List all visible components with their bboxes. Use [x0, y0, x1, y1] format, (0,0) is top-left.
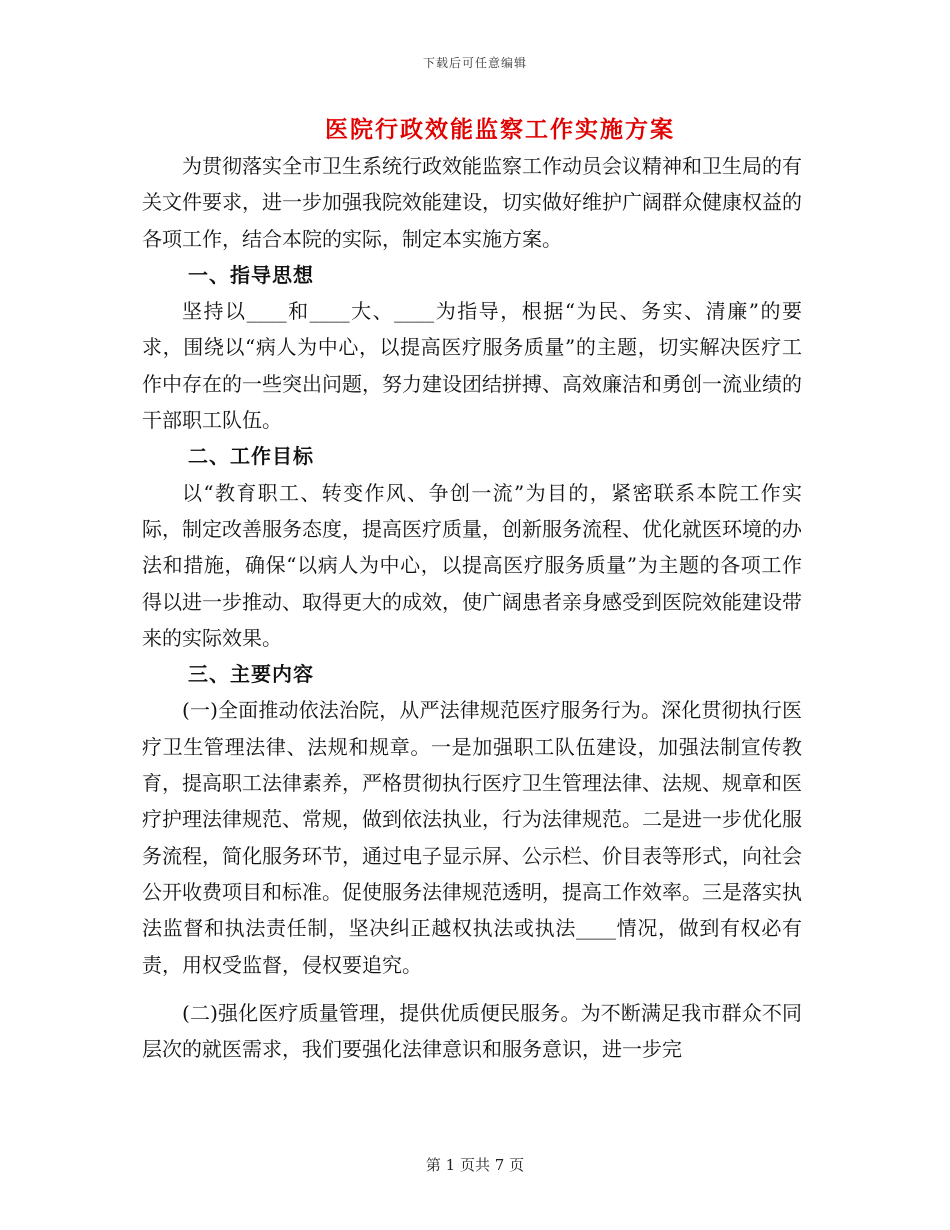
- section-paragraph-work-goals: 以“教育职工、转变作风、争创一流”为目的，紧密联系本院工作实际，制定改善服务态度，提高医疗质量，创新服务流程、优化就医环境的办法和措施，确保“以病人为中心，以提高医疗服务质量”为主题的各项工作得以进一步推动、取得更大的成效，使广阔患者亲身感受到医院效能建设带来的实际效果。: [142, 480, 802, 650]
- section-heading-guiding-ideology: 一、指导思想: [188, 262, 314, 287]
- main-content-item-1: (一)全面推动依法治院，从严法律规范医疗服务行为。深化贯彻执行医疗卫生管理法律、法规和规章。一是加强职工队伍建设，加强法制宣传教育，提高职工法律素养，严格贯彻执行医疗卫生管理法律、法规、规章和医疗护理法律规范、常规，做到依法执业，行为法律规范。二是进一步优化服务流程，简化服务环节，通过电子显示屏、公示栏、价目表等形式，向社会公开收费项目和标准。促使服务法律规范透明，提高工作效率。三是落实执法监督和执法责任制，坚决纠正越权执法或执法____情况，做到有权必有责，用权受监督，侵权要追究。: [142, 698, 802, 977]
- page-indicator: 第 1 页共 7 页: [425, 1156, 525, 1174]
- section-heading-work-goals: 二、工作目标: [188, 444, 314, 469]
- intro-paragraph: 为贯彻落实全市卫生系统行政效能监察工作动员会议精神和卫生局的有关文件要求，进一步加强我院效能建设，切实做好维护广阔群众健康权益的各项工作，结合本院的实际，制定本实施方案。: [142, 154, 802, 251]
- main-content-item-2: (二)强化医疗质量管理，提供优质便民服务。为不断满足我市群众不同层次的就医需求，我们要强化法律意识和服务意识，进一步完: [142, 1000, 802, 1062]
- document-body: [142, 148, 802, 1067]
- section-heading-main-content: 三、主要内容: [188, 662, 314, 687]
- header-note: 下载后可任意编辑: [422, 56, 527, 70]
- document-title: 医院行政效能监察工作实施方案: [325, 116, 675, 143]
- section-paragraph-guiding-ideology: 坚持以____和____大、____为指导，根据“为民、务实、清廉”的要求，围绕以“病人为中心，以提高医疗服务质量”的主题，切实解决医疗工作中存在的一些突出问题，努力建设团结拼搏、高效廉洁和勇创一流业绩的干部职工队伍。: [142, 299, 802, 433]
